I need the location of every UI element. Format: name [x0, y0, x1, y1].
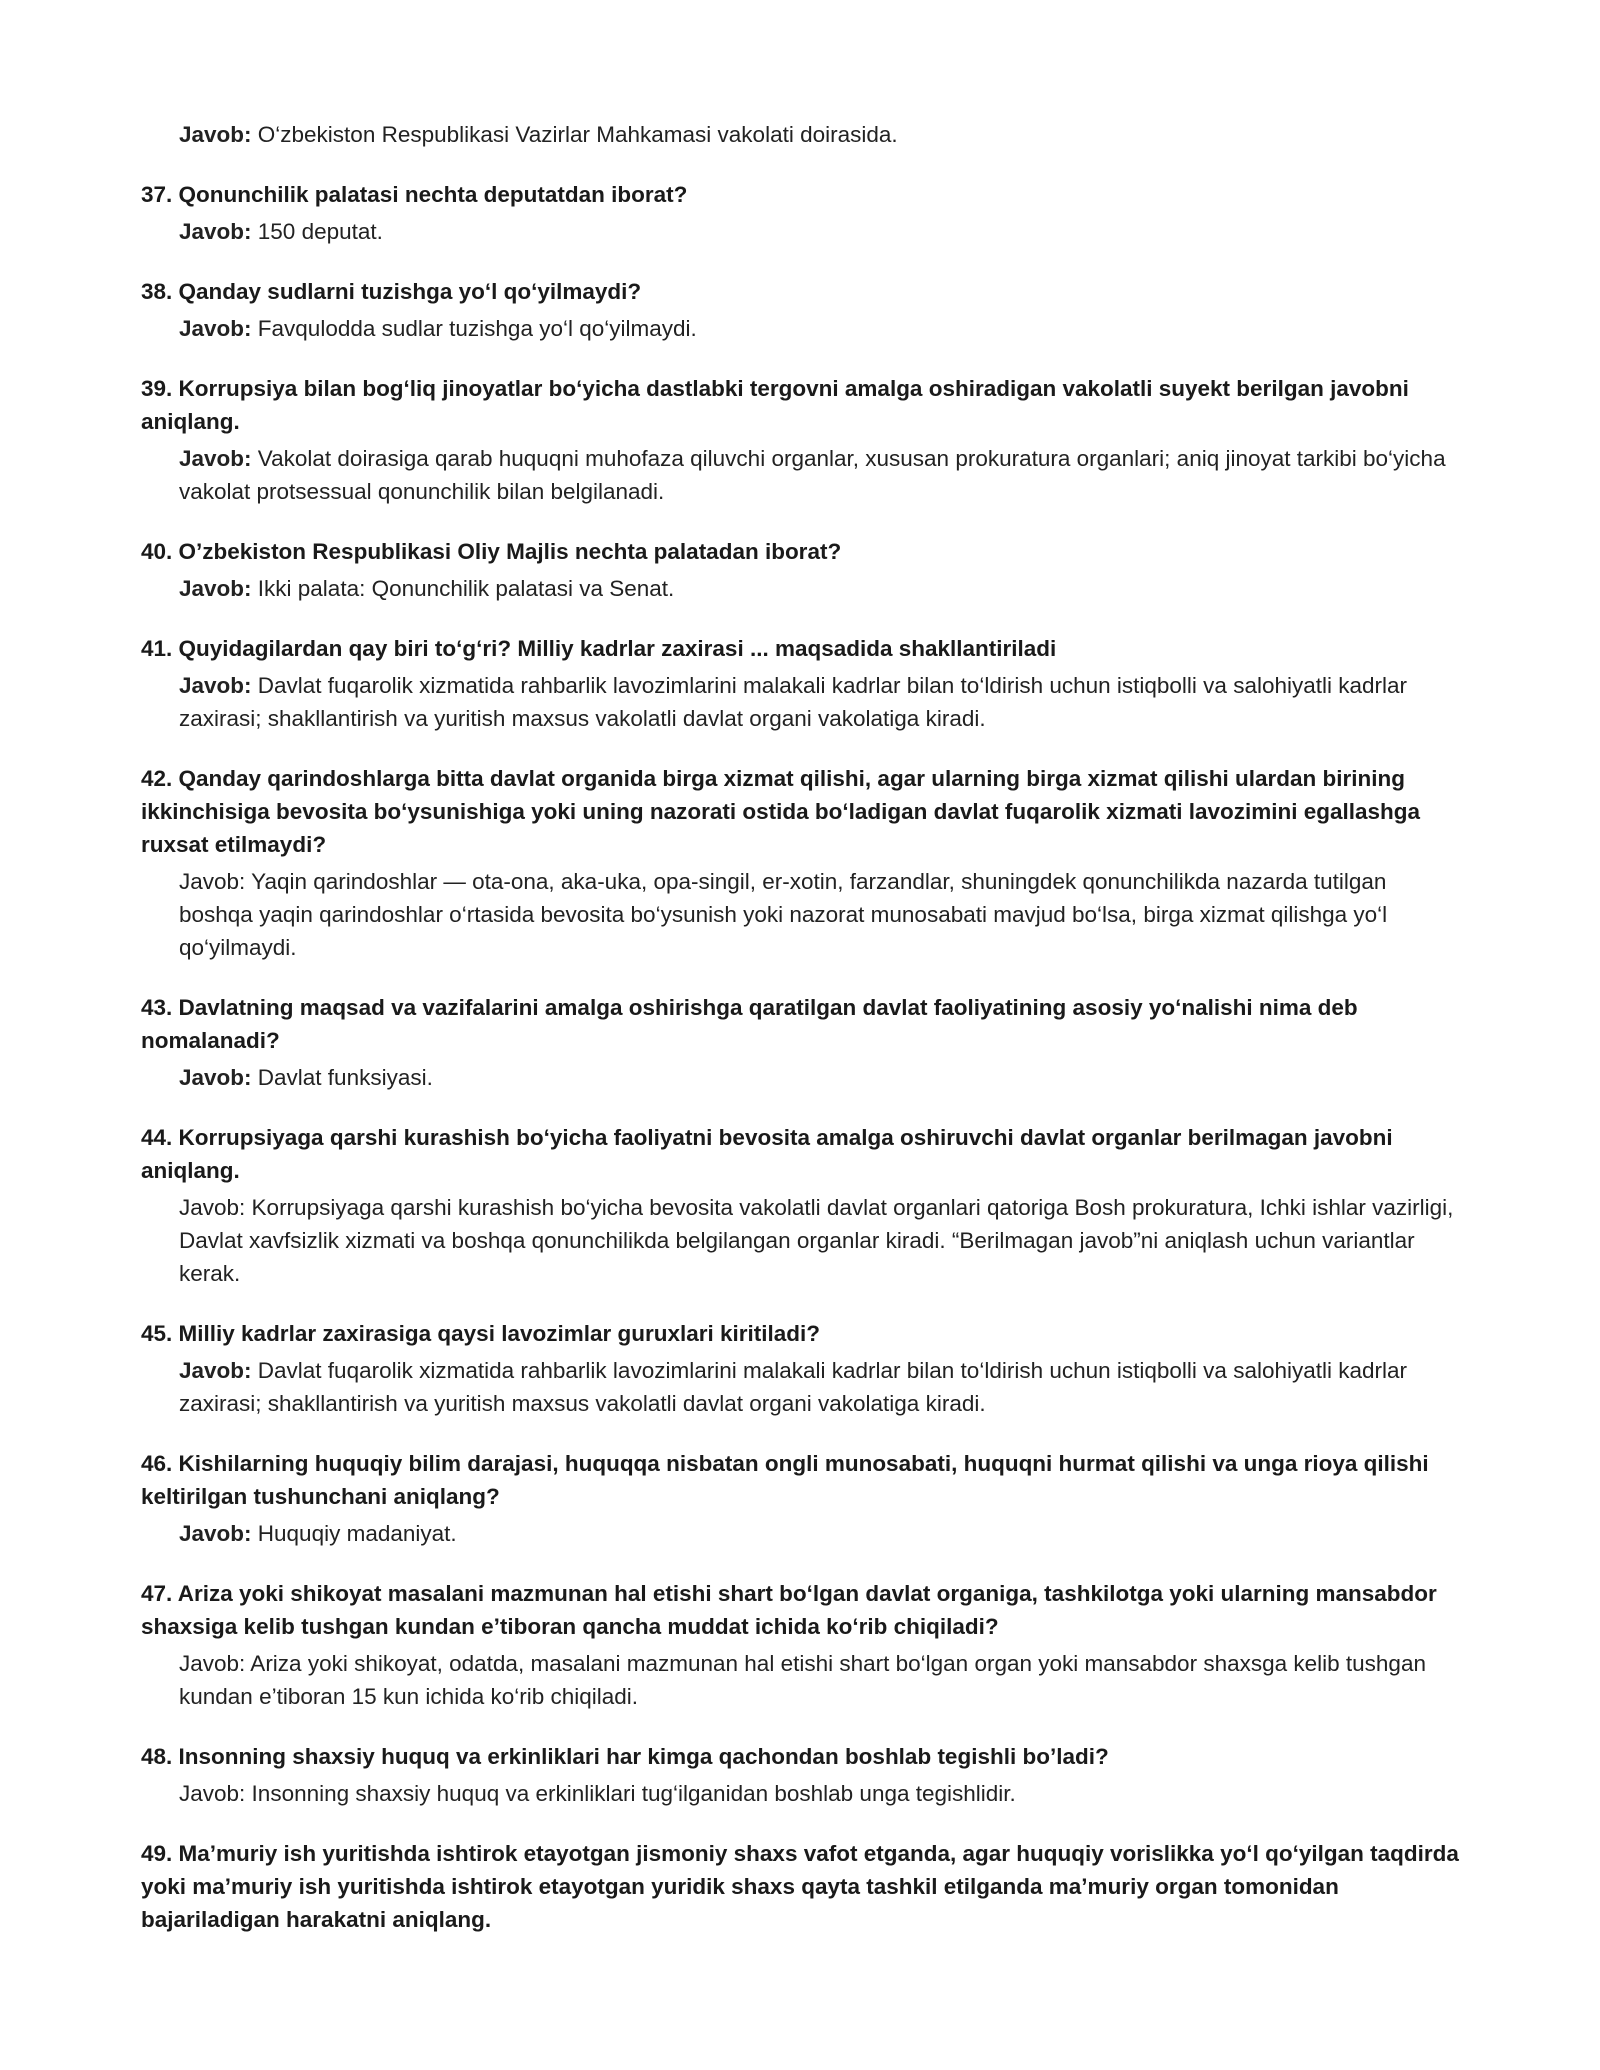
question-text: 42. Qanday qarindoshlarga bitta davlat organida birga xizmat qilishi, agar ularning birga xizmat qilishi ulardan birining ikkinchisiga bevosita bo‘ysunishiga yoki uning nazorati ostida bo‘ladigan davlat fuqarolik xizmati lavozimini egallashga ruxsat etilmaydi? — [141, 766, 1421, 857]
qa-item — [141, 762, 1461, 964]
answer-text: Ariza yoki shikoyat, odatda, masalani mazmunan hal etishi shart bo‘lgan organ yoki mansabdor shaxsga kelib tushgan kundan e’tiboran 15 kun ichida ko‘rib chiqiladi. — [179, 1651, 1426, 1709]
answer-text: Insonning shaxsiy huquq va erkinliklari tug‘ilganidan boshlab unga tegishlidir. — [245, 1781, 1016, 1806]
answer-text: Huquqiy madaniyat. — [251, 1521, 457, 1546]
answer-label: Javob: — [179, 122, 252, 147]
answer — [179, 865, 1461, 964]
answer-label: Javob: — [179, 1358, 252, 1383]
answer-text: Vakolat doirasiga qarab huquqni muhofaza qiluvchi organlar, xususan prokuratura organlari; aniq jinoyat tarkibi bo‘yicha vakolat protsessual qonunchilik bilan belgilanadi. — [179, 446, 1446, 504]
answer-label: Javob: — [179, 1781, 246, 1806]
answer-label: Javob: — [179, 1521, 252, 1546]
question-text: 49. Ma’muriy ish yuritishda ishtirok etayotgan jismoniy shaxs vafot etganda, agar huquqiy vorislikka yo‘l qo‘yilgan taqdirda yoki ma’muriy ish yuritishda ishtirok etayotgan yuridik shaxs qayta tashkil etilganda ma’muriy organ tomonidan bajariladigan harakatni aniqlang. — [141, 1841, 1459, 1932]
qa-item — [141, 1740, 1461, 1810]
qa-item — [141, 632, 1461, 735]
qa-item — [141, 178, 1461, 248]
question-text: 40. O’zbekiston Respublikasi Oliy Majlis nechta palatadan iborat? — [141, 539, 842, 564]
answer — [179, 442, 1461, 508]
qa-list — [141, 118, 1461, 1963]
question-text: 39. Korrupsiya bilan bog‘liq jinoyatlar bo‘yicha dastlabki tergovni amalga oshiradigan vakolatli suyekt berilgan javobni aniqlang. — [141, 376, 1409, 434]
qa-item — [141, 372, 1461, 508]
answer-label: Javob: — [179, 219, 252, 244]
qa-item — [141, 1577, 1461, 1713]
answer-36 — [179, 118, 1461, 151]
question-text: 41. Quyidagilardan qay biri to‘g‘ri? Milliy kadrlar zaxirasi ... maqsadida shakllantiriladi — [141, 636, 1057, 661]
answer-text: Yaqin qarindoshlar — ota-ona, aka-uka, opa-singil, er-xotin, farzandlar, shuningdek qonunchilikda nazarda tutilgan boshqa yaqin qarindoshlar o‘rtasida bevosita bo‘ysunish yoki nazorat munosabati mavjud bo‘lsa, birga xizmat qilishga yo‘l qo‘yilmaydi. — [179, 869, 1388, 960]
qa-item — [141, 1121, 1461, 1290]
qa-item — [141, 535, 1461, 605]
answer-label: Javob: — [179, 446, 252, 471]
answer — [179, 572, 1461, 605]
answer — [179, 1354, 1461, 1420]
answer-label: Javob: — [179, 1195, 246, 1220]
question-text: 45. Milliy kadrlar zaxirasiga qaysi lavozimlar guruxlari kiritiladi? — [141, 1321, 821, 1346]
qa-item — [141, 1317, 1461, 1420]
answer — [179, 1061, 1461, 1094]
answer — [179, 312, 1461, 345]
answer-text: Davlat fuqarolik xizmatida rahbarlik lavozimlarini malakali kadrlar bilan to‘ldirish uchun istiqbolli va salohiyatli kadrlar zaxirasi; shakllantirish va yuritish maxsus vakolatli davlat organi vakolatiga kiradi. — [179, 673, 1408, 731]
answer-label: Javob: — [179, 1065, 252, 1090]
question-text: 46. Kishilarning huquqiy bilim darajasi, huquqqa nisbatan ongli munosabati, huquqni hurmat qilishi va unga rioya qilishi keltirilgan tushunchani aniqlang? — [141, 1451, 1429, 1509]
qa-item — [141, 1447, 1461, 1550]
question-text: 48. Insonning shaxsiy huquq va erkinliklari har kimga qachondan boshlab tegishli bo’ladi? — [141, 1744, 1109, 1769]
answer-label: Javob: — [179, 316, 252, 341]
qa-item — [141, 1837, 1461, 1936]
question-text: 47. Ariza yoki shikoyat masalani mazmunan hal etishi shart bo‘lgan davlat organiga, tashkilotga yoki ularning mansabdor shaxsiga kelib tushgan kundan e’tiboran qancha muddat ichida ko‘rib chiqiladi? — [141, 1581, 1437, 1639]
answer-text: 150 deputat. — [251, 219, 383, 244]
answer-text: Ikki palata: Qonunchilik palatasi va Senat. — [251, 576, 675, 601]
answer-text: Davlat fuqarolik xizmatida rahbarlik lavozimlarini malakali kadrlar bilan to‘ldirish uchun istiqbolli va salohiyatli kadrlar zaxirasi; shakllantirish va yuritish maxsus vakolatli davlat organi vakolatiga kiradi. — [179, 1358, 1408, 1416]
answer-label: Javob: — [179, 576, 252, 601]
question-text: 44. Korrupsiyaga qarshi kurashish bo‘yicha faoliyatni bevosita amalga oshiruvchi davlat organlar berilmagan javobni aniqlang. — [141, 1125, 1393, 1183]
answer — [179, 1191, 1461, 1290]
answer — [179, 215, 1461, 248]
question-text: 37. Qonunchilik palatasi nechta deputatdan iborat? — [141, 182, 688, 207]
question-text: 43. Davlatning maqsad va vazifalarini amalga oshirishga qaratilgan davlat faoliyatining asosiy yo‘nalishi nima deb nomalanadi? — [141, 995, 1358, 1053]
answer-text: Favqulodda sudlar tuzishga yo‘l qo‘yilmaydi. — [251, 316, 697, 341]
answer-label: Javob: — [179, 1651, 246, 1676]
answer — [179, 669, 1461, 735]
answer — [179, 1517, 1461, 1550]
answer-label: Javob: — [179, 869, 246, 894]
answer — [179, 1647, 1461, 1713]
qa-item — [141, 275, 1461, 345]
question-text: 38. Qanday sudlarni tuzishga yo‘l qo‘yilmaydi? — [141, 279, 642, 304]
answer-text: Korrupsiyaga qarshi kurashish bo‘yicha bevosita vakolatli davlat organlari qatoriga Bosh prokuratura, Ichki ishlar vazirligi, Davlat xavfsizlik xizmati va boshqa qonunchilikda belgilangan organlar kiradi. “Berilmagan javob”ni aniqlash uchun variantlar kerak. — [179, 1195, 1454, 1286]
answer-label: Javob: — [179, 673, 252, 698]
answer-text: O‘zbekiston Respublikasi Vazirlar Mahkamasi vakolati doirasida. — [251, 122, 898, 147]
qa-item — [141, 991, 1461, 1094]
answer — [179, 1777, 1461, 1810]
answer-text: Davlat funksiyasi. — [251, 1065, 433, 1090]
